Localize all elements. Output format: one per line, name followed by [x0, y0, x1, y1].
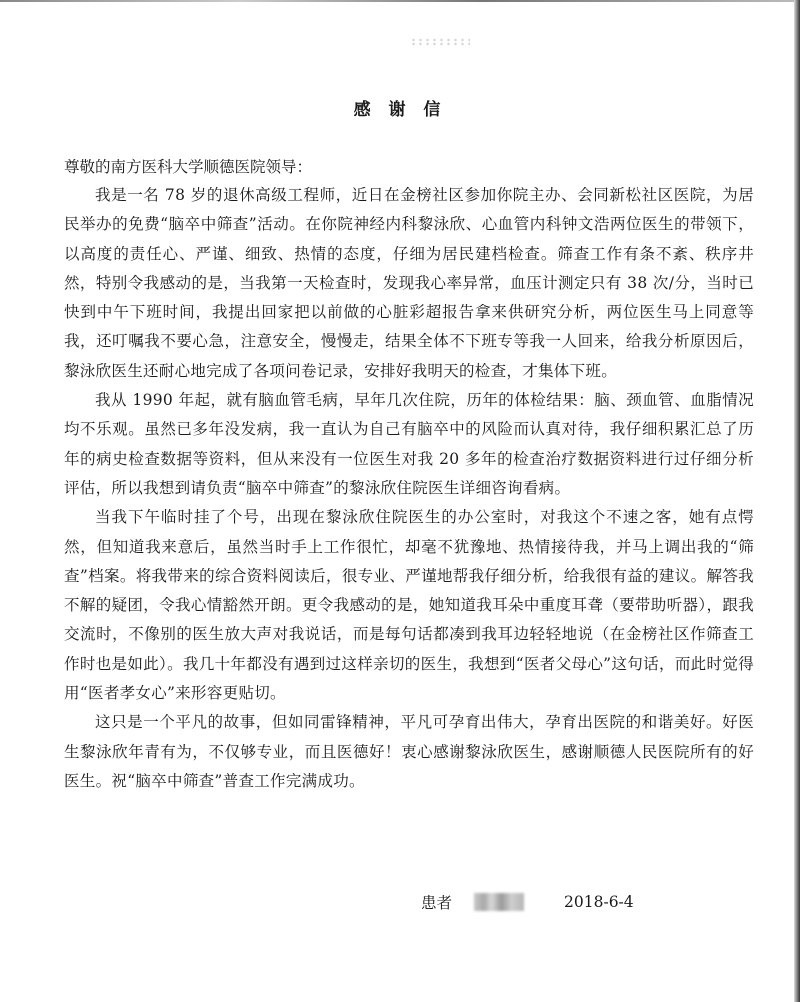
scan-edge-top [0, 0, 800, 2]
letter-body [64, 181, 754, 796]
salutation: 尊敬的南方医科大学顺德医院领导： [64, 158, 313, 176]
letter-title: 感 谢 信 [353, 100, 447, 120]
signature-label: 患者 [421, 894, 453, 912]
scan-speckle [410, 38, 470, 46]
signature-date: 2018-6-4 [564, 893, 634, 911]
paragraph-3: 当我下午临时挂了个号，出现在黎泳欣住院医生的办公室时，对我这个不速之客，她有点愕然，但知道我来意后，虽然当时手上工作很忙，却毫不犹豫地、热情接待我，并马上调出我的“筛查”档案。将我带来的综合资料阅读后，很专业、严谨地帮我仔细分析，给我很有益的建议。解答我不解的疑团，令我心情豁然开朗。更令我感动的是，她知道我耳朵中重度耳聋（要带助听器），跟我交流时，不像别的医生放大声对我说话，而是每句话都凑到我耳边轻轻地说（在金榜社区作筛查工作时也是如此）。我几十年都没有遇到过这样亲切的医生，我想到“医者父母心”这句话，而此时觉得用“医者孝女心”来形容更贴切。 [64, 508, 754, 703]
scan-edge-right [794, 0, 800, 1002]
paragraph-2: 我从 1990 年起，就有脑血管毛病，早年几次住院，历年的体检结果：脑、颈血管、血脂情况均不乐观。虽然已多年没发病，我一直认为自己有脑卒中的风险而认真对待，我仔细积累汇总了历年的病史检查数据等资料，但从来没有一位医生对我 20 多年的检查治疗数据资料进行过仔细分析评估，所以我想到请负责“脑卒中筛查”的黎泳欣住院医生详细咨询看病。 [64, 391, 754, 497]
paragraph-1: 我是一名 78 岁的退休高级工程师，近日在金榜社区参加你院主办、会同新松社区医院，为居民举办的免费“脑卒中筛查”活动。在你院神经内科黎泳欣、心血管内科钟文浩两位医生的带领下，以高度的责任心、严谨、细致、热情的态度，仔细为居民建档检查。筛查工作有条不紊、秩序井然，特别令我感动的是，当我第一天检查时，发现我心率异常，血压计测定只有 38 次/分，当时已快到中午下班时间，我提出回家把以前做的心脏彩超报告拿来供研究分析，两位医生马上同意等我，还叮嘱我不要心急，注意安全，慢慢走，结果全体不下班专等我一人回来，给我分析原因后，黎泳欣医生还耐心地完成了各项问卷记录，安排好我明天的检查，才集体下班。 [64, 186, 754, 380]
paragraph-4: 这只是一个平凡的故事，但如同雷锋精神，平凡可孕育出伟大，孕育出医院的和谐美好。好医生黎泳欣年青有为，不仅够专业，而且医德好！衷心感谢黎泳欣医生，感谢顺德人民医院所有的好医生。祝“脑卒中筛查”普查工作完满成功。 [64, 713, 754, 790]
signature-block [421, 891, 634, 913]
redacted-name [474, 893, 524, 911]
